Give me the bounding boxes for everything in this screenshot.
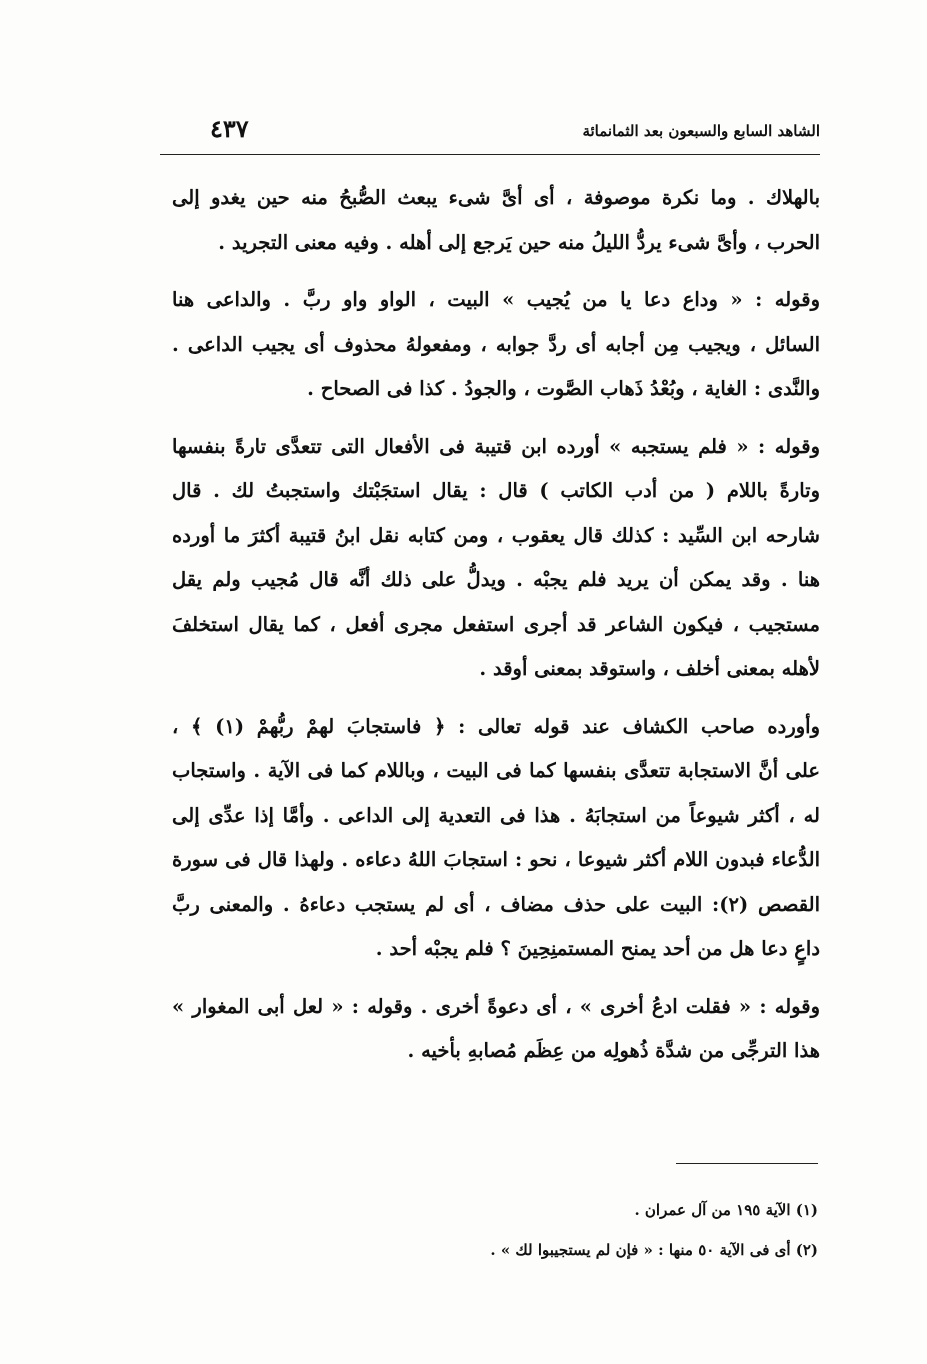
text-line: شارحه ابن السِّيد : كذلك قال يعقوب ، ومن كتابه نقل ابنُ قتيبة أكثرَ ما أورده <box>172 523 820 547</box>
paragraph-gap <box>172 265 820 278</box>
text-line: وقوله : « وداع دعا يا من يُجيب » البيت ، الواو واو ربَّ . والداعى هنا <box>172 288 820 311</box>
text-line: الدُّعاء فبدون اللام أكثر شيوعا ، نحو : استجابَ اللهُ دعاءه . ولهذا قال فى سورة <box>172 848 820 871</box>
footnote-rule <box>676 1163 818 1164</box>
body-text <box>172 176 820 1074</box>
page-header <box>160 112 820 152</box>
text-line: وقوله : « فلم يستجبه » أورده ابن قتيبة فى الأفعال التى تتعدَّى تارةً بنفسها <box>172 434 820 458</box>
text-line: هنا . وقد يمكن أن يريد فلم يجبْه . ويدلُّ على ذلك أنَّه قال مُجيب ولم يقل <box>172 568 820 591</box>
page-number: ٤٣٧ <box>210 114 249 143</box>
text-line: داعٍ دعا هل من أحد يمنح المستمنِحِينَ ؟ فلم يجبْه أحد . <box>375 937 820 960</box>
text-line: والنَّدى : الغاية ، وبُعْدُ ذَهاب الصَّوت ، والجودُ . كذا فى الصحاح . <box>307 377 820 400</box>
text-line: هذا الترجِّى من شدَّة ذُهولِه من عِظَم مُصابهِ بأخيه . <box>407 1039 820 1062</box>
text-line: بالهلاك . وما نكرة موصوفة ، أى أىَّ شىء يبعث الصُّبحُ منه حين يغدو إلى <box>172 186 820 209</box>
text-line: وقوله : « فقلت ادعُ أخرى » ، أى دعوةً أخرى . وقوله : « لعل أبى المغوار » <box>172 994 820 1018</box>
text-line: مستجيب ، فيكون الشاعر قد أجرى استفعل مجرى أفعل ، كما يقال استخلفَ <box>172 612 820 636</box>
text-line: لأهله بمعنى أخلف ، واستوقد بمعنى أوقد . <box>479 657 820 680</box>
footnote: (١) الآية ١٩٥ من آل عمران . <box>634 1201 818 1219</box>
text-line: وأورده صاحب الكشاف عند قوله تعالى : ﴿ فاستجابَ لهمْ ربُّهمْ (١) ﴾ ، <box>172 714 820 738</box>
paragraph-gap <box>172 692 820 705</box>
paragraph-gap <box>172 972 820 985</box>
text-line: على أنَّ الاستجابة تتعدَّى بنفسها كما فى البيت ، وباللام كما فى الآية . واستجاب <box>172 759 820 782</box>
paragraph-gap <box>172 412 820 425</box>
text-line: له ، أكثر شيوعاً من استجابَهُ . هذا فى التعدية إلى الداعى . وأمَّا إذا عدِّى إلى <box>172 803 820 827</box>
text-line: وتارةً باللام ( من أدب الكاتب ) قال : يقال استجَبْتك واستجبتُ لك . قال <box>172 479 820 502</box>
running-title: الشاهد السابع والسبعون بعد الثمانمائة <box>582 122 820 140</box>
text-line: الحرب ، وأىَّ شىء يردُّ الليلُ منه حين يَرجع إلى أهله . وفيه معنى التجريد . <box>218 230 820 254</box>
footnote: (٢) أى فى الآية ٥٠ منها : « فإن لم يستجيبوا لك » . <box>490 1241 818 1259</box>
text-line: السائل ، ويجيب مِن أجابه أى ردَّ جوابه ، ومفعولهُ محذوف أى يجيب الداعى . <box>172 332 820 356</box>
header-rule <box>160 154 820 155</box>
text-line: القصص (٢): البيت على حذف مضاف ، أى لم يستجب دعاءهُ . والمعنى ربَّ <box>172 892 820 916</box>
footnotes <box>300 1190 818 1270</box>
